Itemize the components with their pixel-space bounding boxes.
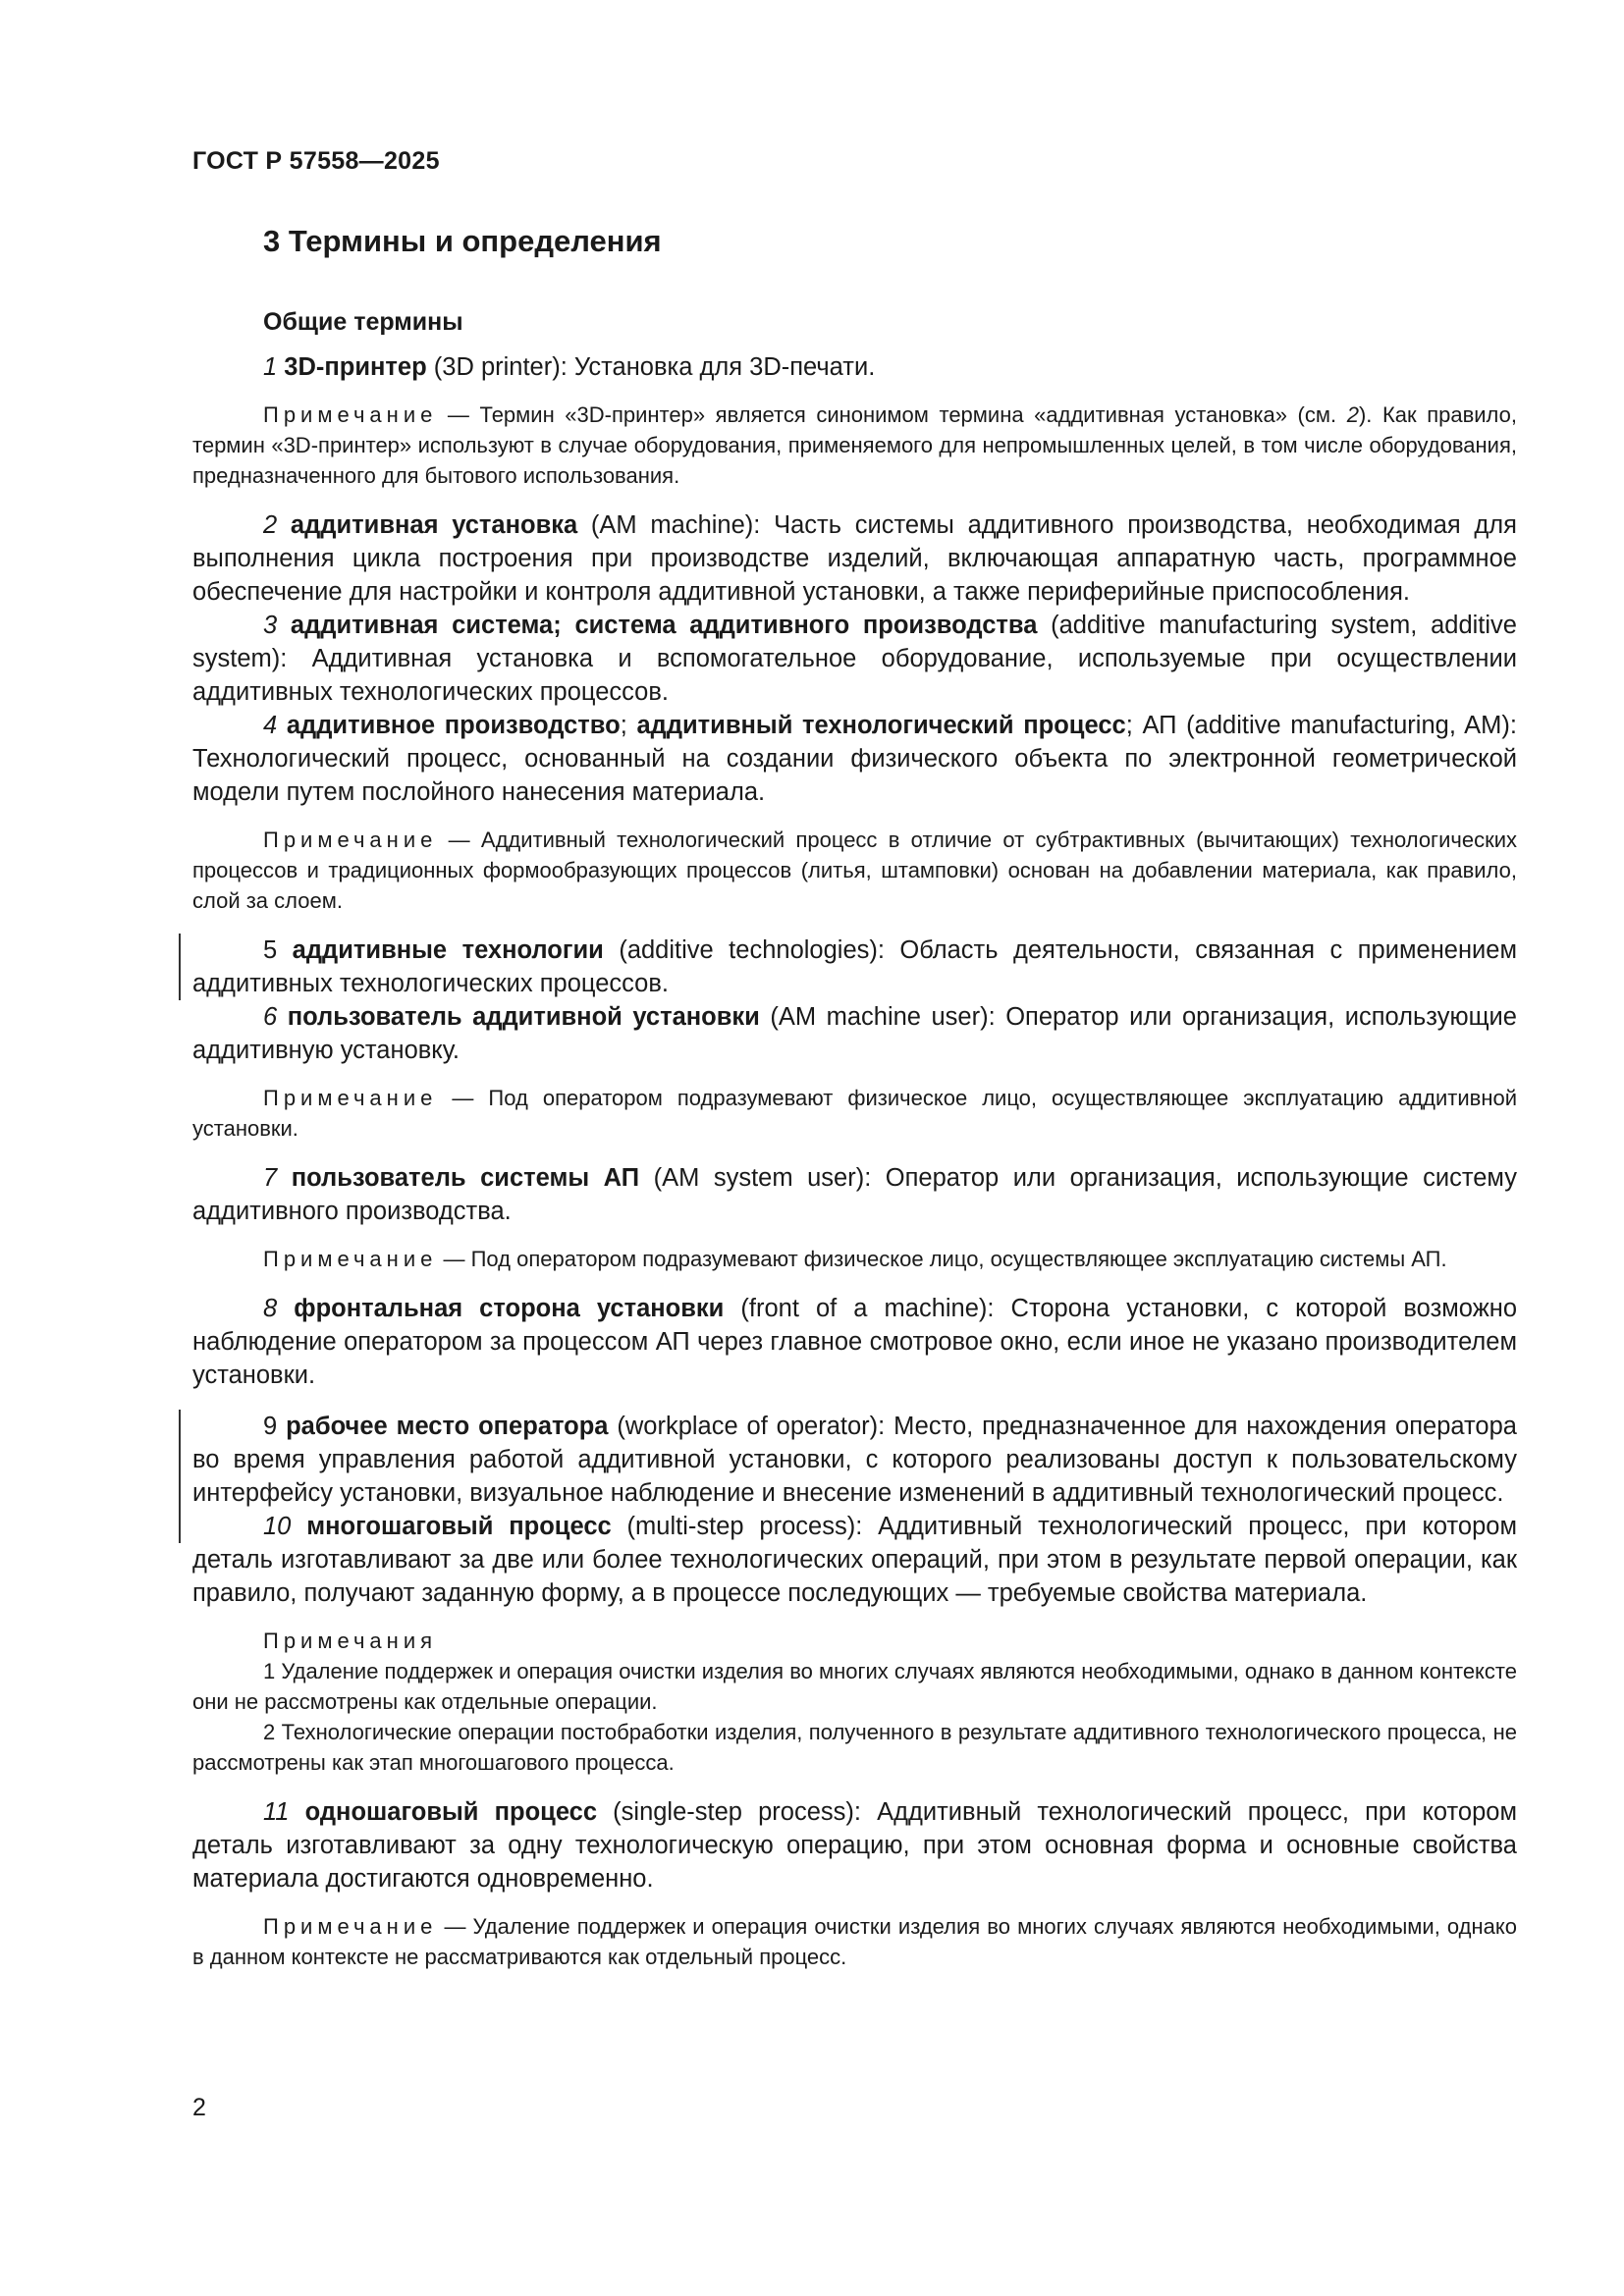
note-label: Примечание	[263, 828, 438, 852]
term-definition: (AM machine): Часть системы аддитивного производства, необходимая для выполнения цикла построения при производстве изделий, включающая аппаратную часть, программное обеспечение для настройки и контроля аддитивной установки, а также периферийные приспособления.	[192, 511, 1517, 606]
term-3: 3 аддитивная система; система аддитивного производства (additive manufacturing system, additive system): Аддитивная установка и вспомогательное оборудование, используемые при осуществлении аддитивных технологических процессов.	[192, 612, 1517, 706]
note-term-1: Примечание — Термин «3D-принтер» является синонимом термина «аддитивная установка» (см. 2). Как правило, термин «3D-принтер» используют в случае оборудования, применяемого для непромышленных целей, в том числе оборудования, предназначенного для бытового использования.	[192, 402, 1517, 488]
term-definition: (single-step process): Аддитивный технологический процесс, при котором деталь изготавливают за одну технологическую операцию, при этом основная форма и основные свойства материала достигаются одновременно.	[192, 1798, 1517, 1893]
term-name: 3D-принтер	[284, 353, 427, 381]
term-name: аддитивные технологии	[292, 936, 604, 964]
section-title: 3 Термины и определения	[263, 224, 662, 258]
note-term-4: Примечание — Аддитивный технологический процесс в отличие от субтрактивных (вычитающих) технологических процессов и традиционных формообразующих процессов (литья, штамповки) основан на добавлении материала, как правило, слой за слоем.	[192, 828, 1517, 913]
term-definition: (additive manufacturing system, additive system): Аддитивная установка и вспомогательное оборудование, используемые при осуществлении аддитивных технологических процессов.	[192, 612, 1517, 706]
term-definition: ; АП (additive manufacturing, AM): Технологический процесс, основанный на создании физического объекта по электронной геометрической модели путем послойного нанесения материала.	[192, 712, 1517, 806]
term-name: пользователь аддитивной установки	[287, 1003, 760, 1031]
term-name: аддитивная установка	[290, 511, 578, 539]
subheading: Общие термины	[263, 308, 463, 336]
term-name: рабочее место оператора	[286, 1413, 609, 1440]
change-bar	[179, 1410, 181, 1543]
term-8: 8 фронтальная сторона установки (front of a machine): Сторона установки, с которой возможно наблюдение оператором за процессом АП через главное смотровое окно, если иное не указано производителем установки.	[192, 1295, 1518, 1389]
term-10: 10 многошаговый процесс (multi-step process): Аддитивный технологический процесс, при котором деталь изготавливают за две или более технологических операций, при этом в результате первой операции, как правило, получают заданную форму, а в процессе последующих — требуемые свойства материала.	[192, 1513, 1517, 1607]
term-5: 5 аддитивные технологии (additive technologies): Область деятельности, связанная с применением аддитивных технологических процессов.	[192, 934, 1517, 1000]
note-term-10-item-2: 2 Технологические операции постобработки изделия, полученного в результате аддитивного технологического процесса, не рассмотрены как этап многошагового процесса.	[192, 1720, 1517, 1775]
term-name: аддитивная система; система аддитивного производства	[290, 612, 1038, 639]
document-header: ГОСТ Р 57558—2025	[192, 147, 440, 175]
term-name: фронтальная сторона установки	[294, 1295, 725, 1322]
term-6: 6 пользователь аддитивной установки (AM machine user): Оператор или организация, использующие аддитивную установку.	[192, 1003, 1517, 1064]
term-9: 9 рабочее место оператора (workplace of operator): Место, предназначенное для нахождения оператора во время управления работой аддитивной установки, с которого реализованы доступ к пользовательскому интерфейсу установки, визуальное наблюдение и внесение изменений в аддитивный технологический процесс.	[192, 1410, 1517, 1510]
term-7: 7 пользователь системы АП (AM system user): Оператор или организация, использующие систему аддитивного производства.	[192, 1164, 1517, 1225]
term-name: аддитивное производство	[286, 712, 621, 739]
term-definition: (additive technologies): Область деятельности, связанная с применением аддитивных технологических процессов.	[192, 936, 1518, 997]
term-definition: (workplace of operator): Место, предназначенное для нахождения оператора во время управления работой аддитивной установки, с которого реализованы доступ к пользовательскому интерфейсу установки, визуальное наблюдение и внесение изменений в аддитивный технологический процесс.	[192, 1413, 1517, 1507]
change-bar	[179, 934, 181, 1000]
term-name: пользователь системы АП	[291, 1164, 640, 1192]
term-name-synonym: аддитивный технологический процесс	[636, 712, 1126, 739]
note-label: Примечание	[263, 1247, 438, 1271]
note-term-10-item-1: 1 Удаление поддержек и операция очистки изделия во многих случаях являются необходимыми, однако в данном контексте они не рассмотрены как отдельные операции.	[192, 1659, 1517, 1714]
notes-label-plural: Примечания	[263, 1629, 438, 1653]
document-body	[192, 224, 1517, 1972]
note-term-6: Примечание — Под оператором подразумевают физическое лицо, осуществляющее эксплуатацию аддитивной установки.	[192, 1086, 1517, 1141]
term-definition: (3D printer): Установка для 3D-печати.	[426, 353, 876, 381]
note-label: Примечание	[263, 402, 438, 427]
term-definition: (AM system user): Оператор или организация, использующие систему аддитивного производства.	[192, 1164, 1517, 1225]
term-2: 2 аддитивная установка (AM machine): Часть системы аддитивного производства, необходимая для выполнения цикла построения при производстве изделий, включающая аппаратную часть, программное обеспечение для настройки и контроля аддитивной установки, а также периферийные приспособления.	[192, 511, 1517, 606]
term-4: 4 аддитивное производство; аддитивный технологический процесс; АП (additive manufacturing, AM): Технологический процесс, основанный на создании физического объекта по электронной геометрической модели путем послойного нанесения материала.	[192, 712, 1517, 806]
term-definition: (AM machine user): Оператор или организация, использующие аддитивную установку.	[192, 1003, 1517, 1064]
term-name: многошаговый процесс	[306, 1513, 612, 1540]
note-label: Примечание	[263, 1086, 438, 1110]
page-number: 2	[192, 2094, 206, 2121]
note-label: Примечание	[263, 1914, 438, 1939]
term-1: 1 3D-принтер (3D printer): Установка для 3D-печати.	[263, 353, 876, 381]
term-definition: (front of a machine): Сторона установки, с которой возможно наблюдение оператором за процессом АП через главное смотровое окно, если иное не указано производителем установки.	[192, 1295, 1518, 1389]
note-term-11: Примечание — Удаление поддержек и операция очистки изделия во многих случаях являются необходимыми, однако в данном контексте не рассматриваются как отдельный процесс.	[192, 1914, 1517, 1969]
term-name: одношаговый процесс	[304, 1798, 598, 1826]
term-definition: (multi-step process): Аддитивный технологический процесс, при котором деталь изготавливают за две или более технологических операций, при этом в результате первой операции, как правило, получают заданную форму, а в процессе последующих — требуемые свойства материала.	[192, 1513, 1517, 1607]
term-11: 11 одношаговый процесс (single-step process): Аддитивный технологический процесс, при котором деталь изготавливают за одну технологическую операцию, при этом основная форма и основные свойства материала достигаются одновременно.	[192, 1798, 1517, 1893]
note-term-7: Примечание — Под оператором подразумевают физическое лицо, осуществляющее эксплуатацию системы АП.	[263, 1247, 1447, 1271]
